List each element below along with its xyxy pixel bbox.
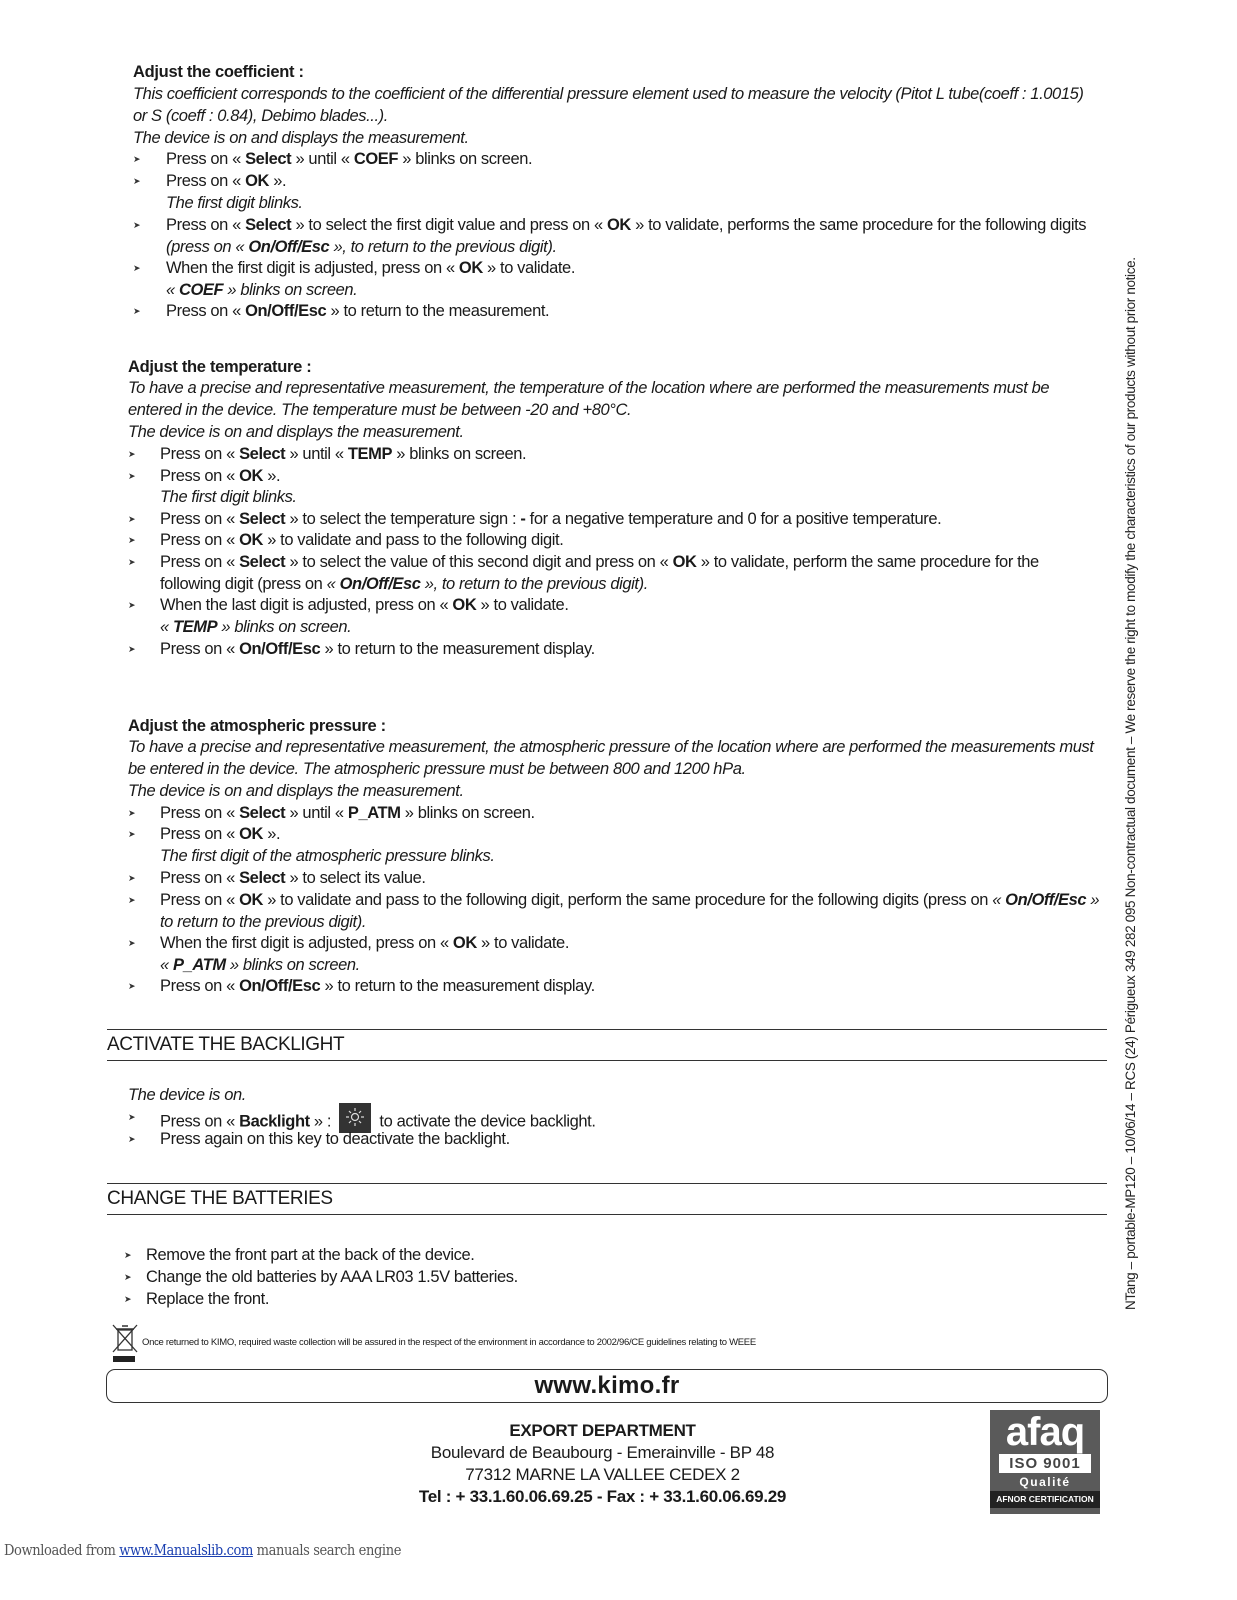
coef-step-3-cont: (press on « On/Off/Esc », to return to the previous digit).: [166, 238, 557, 256]
arrowhead-bullet-icon: ➤: [128, 1112, 136, 1122]
crossed-bin-icon: [110, 1322, 140, 1364]
coef-title: Adjust the coefficient :: [133, 63, 304, 81]
temp-step-6: When the last digit is adjusted, press on « OK » to validate.: [160, 596, 569, 614]
patm-step-1: Press on « Select » until « P_ATM » blinks on screen.: [160, 804, 535, 822]
arrowhead-bullet-icon: ➤: [128, 895, 136, 905]
afaq-iso-logo: [990, 1410, 1100, 1514]
patm-step-4-cont: to return to the previous digit).: [160, 913, 366, 931]
coef-desc-3: The device is on and displays the measurement.: [133, 129, 469, 147]
patm-desc-1: To have a precise and representative measurement, the atmospheric pressure of the location where are performed the measurements must: [128, 738, 1094, 756]
batteries-heading: CHANGE THE BATTERIES: [107, 1183, 1107, 1215]
coef-step-3: Press on « Select » to select the first digit value and press on « OK » to validate, performs the same procedure for the following digits: [166, 216, 1087, 234]
patm-step-6: Press on « On/Off/Esc » to return to the measurement display.: [160, 977, 595, 995]
arrowhead-bullet-icon: ➤: [128, 873, 136, 883]
coef-step-2-note: The first digit blinks.: [166, 194, 303, 212]
arrowhead-bullet-icon: ➤: [128, 644, 136, 654]
backlight-intro: The device is on.: [128, 1086, 246, 1104]
arrowhead-bullet-icon: ➤: [133, 263, 141, 273]
patm-step-5-note: « P_ATM » blinks on screen.: [160, 956, 360, 974]
backlight-step-1: Press on « Backlight » : to activate the device backlight.: [160, 1107, 596, 1137]
coef-step-4: When the first digit is adjusted, press on « OK » to validate.: [166, 259, 576, 277]
patm-step-2: Press on « OK ».: [160, 825, 281, 843]
arrowhead-bullet-icon: ➤: [128, 938, 136, 948]
patm-step-2-note: The first digit of the atmospheric pressure blinks.: [160, 847, 495, 865]
arrowhead-bullet-icon: ➤: [128, 449, 136, 459]
arrowhead-bullet-icon: ➤: [128, 557, 136, 567]
arrowhead-bullet-icon: ➤: [128, 471, 136, 481]
arrowhead-bullet-icon: ➤: [128, 829, 136, 839]
afaq-iso: ISO 9001: [999, 1454, 1091, 1473]
arrowhead-bullet-icon: ➤: [128, 514, 136, 524]
arrowhead-bullet-icon: ➤: [133, 154, 141, 164]
battery-step-3: Replace the front.: [146, 1290, 270, 1308]
coef-step-2: Press on « OK ».: [166, 172, 287, 190]
patm-desc-2: be entered in the device. The atmospheric pressure must be between 800 and 1200 hPa.: [128, 760, 746, 778]
backlight-step-2: Press again on this key to deactivate the backlight.: [160, 1130, 510, 1148]
arrowhead-bullet-icon: ➤: [124, 1294, 132, 1304]
temp-desc-3: The device is on and displays the measurement.: [128, 423, 464, 441]
footer-dept: EXPORT DEPARTMENT: [509, 1421, 696, 1440]
afaq-qualite: Qualité: [1019, 1475, 1071, 1489]
arrowhead-bullet-icon: ➤: [124, 1250, 132, 1260]
temp-step-4: Press on « OK » to validate and pass to the following digit.: [160, 531, 564, 549]
arrowhead-bullet-icon: ➤: [133, 220, 141, 230]
download-footer: Downloaded from www.Manualslib.com manuals search engine: [4, 1543, 402, 1559]
coef-step-4-note: « COEF » blinks on screen.: [166, 281, 358, 299]
arrowhead-bullet-icon: ➤: [128, 600, 136, 610]
arrowhead-bullet-icon: ➤: [128, 1134, 136, 1144]
arrowhead-bullet-icon: ➤: [128, 535, 136, 545]
temp-desc-1: To have a precise and representative measurement, the temperature of the location where are performed the measurements must be: [128, 379, 1050, 397]
patm-step-3: Press on « Select » to select its value.: [160, 869, 426, 887]
manualslib-link[interactable]: www.Manualslib.com: [119, 1543, 253, 1559]
coef-desc-1: This coefficient corresponds to the coefficient of the differential pressure element used to measure the velocity (Pitot L tube(coeff : 1.0015): [133, 85, 1084, 103]
arrowhead-bullet-icon: ➤: [128, 808, 136, 818]
temp-step-2: Press on « OK ».: [160, 467, 281, 485]
website-link[interactable]: www.kimo.fr: [534, 1372, 680, 1399]
patm-step-4: Press on « OK » to validate and pass to the following digit, perform the same procedure for the following digits (press on « On/Off/Esc »: [160, 891, 1100, 909]
arrowhead-bullet-icon: ➤: [133, 306, 141, 316]
coef-step-1: Press on « Select » until « COEF » blinks on screen.: [166, 150, 533, 168]
footer-address-1: Boulevard de Beaubourg - Emerainville - BP 48: [430, 1443, 775, 1462]
website-banner: [106, 1369, 1108, 1403]
afaq-brand: afaq: [1005, 1410, 1085, 1454]
arrowhead-bullet-icon: ➤: [124, 1272, 132, 1282]
patm-title: Adjust the atmospheric pressure :: [128, 717, 386, 735]
temp-step-5-cont: following digit (press on « On/Off/Esc », to return to the previous digit).: [160, 575, 648, 593]
weee-notice: Once returned to KIMO, required waste collection will be assured in the respect of the environment in accordance to 2002/96/CE guidelines relating to WEEE: [142, 1337, 756, 1348]
patm-step-5: When the first digit is adjusted, press on « OK » to validate.: [160, 934, 570, 952]
temp-step-7: Press on « On/Off/Esc » to return to the measurement display.: [160, 640, 595, 658]
battery-step-2: Change the old batteries by AAA LR03 1.5V batteries.: [146, 1268, 518, 1286]
temp-desc-2: entered in the device. The temperature must be between -20 and +80°C.: [128, 401, 632, 419]
temp-step-3: Press on « Select » to select the temperature sign : - for a negative temperature and 0 for a positive temperature.: [160, 510, 942, 528]
footer-contact: Tel : + 33.1.60.06.69.25 - Fax : + 33.1.60.06.69.29: [418, 1487, 787, 1506]
battery-step-1: Remove the front part at the back of the device.: [146, 1246, 475, 1264]
coef-desc-2: or S (coeff : 0.84), Debimo blades...).: [133, 107, 388, 125]
patm-desc-3: The device is on and displays the measurement.: [128, 782, 464, 800]
temp-step-1: Press on « Select » until « TEMP » blinks on screen.: [160, 445, 527, 463]
arrowhead-bullet-icon: ➤: [133, 176, 141, 186]
temp-step-5: Press on « Select » to select the value of this second digit and press on « OK » to validate, perform the same procedure for the: [160, 553, 1039, 571]
arrowhead-bullet-icon: ➤: [128, 981, 136, 991]
coef-step-5: Press on « On/Off/Esc » to return to the measurement.: [166, 302, 550, 320]
afaq-cert: AFNOR CERTIFICATION: [990, 1491, 1100, 1508]
temp-title: Adjust the temperature :: [128, 358, 312, 376]
backlight-heading: ACTIVATE THE BACKLIGHT: [107, 1029, 1107, 1061]
temp-step-6-note: « TEMP » blinks on screen.: [160, 618, 352, 636]
temp-step-2-note: The first digit blinks.: [160, 488, 297, 506]
footer-address-2: 77312 MARNE LA VALLEE CEDEX 2: [465, 1465, 740, 1484]
side-legal-note: NTang – portable-MP120 – 10/06/14 – RCS (24) Périgueux 349 282 095 Non-contractual document – We reserve the right to modify the characteristics of our products without prior notice.: [1123, 257, 1138, 1310]
